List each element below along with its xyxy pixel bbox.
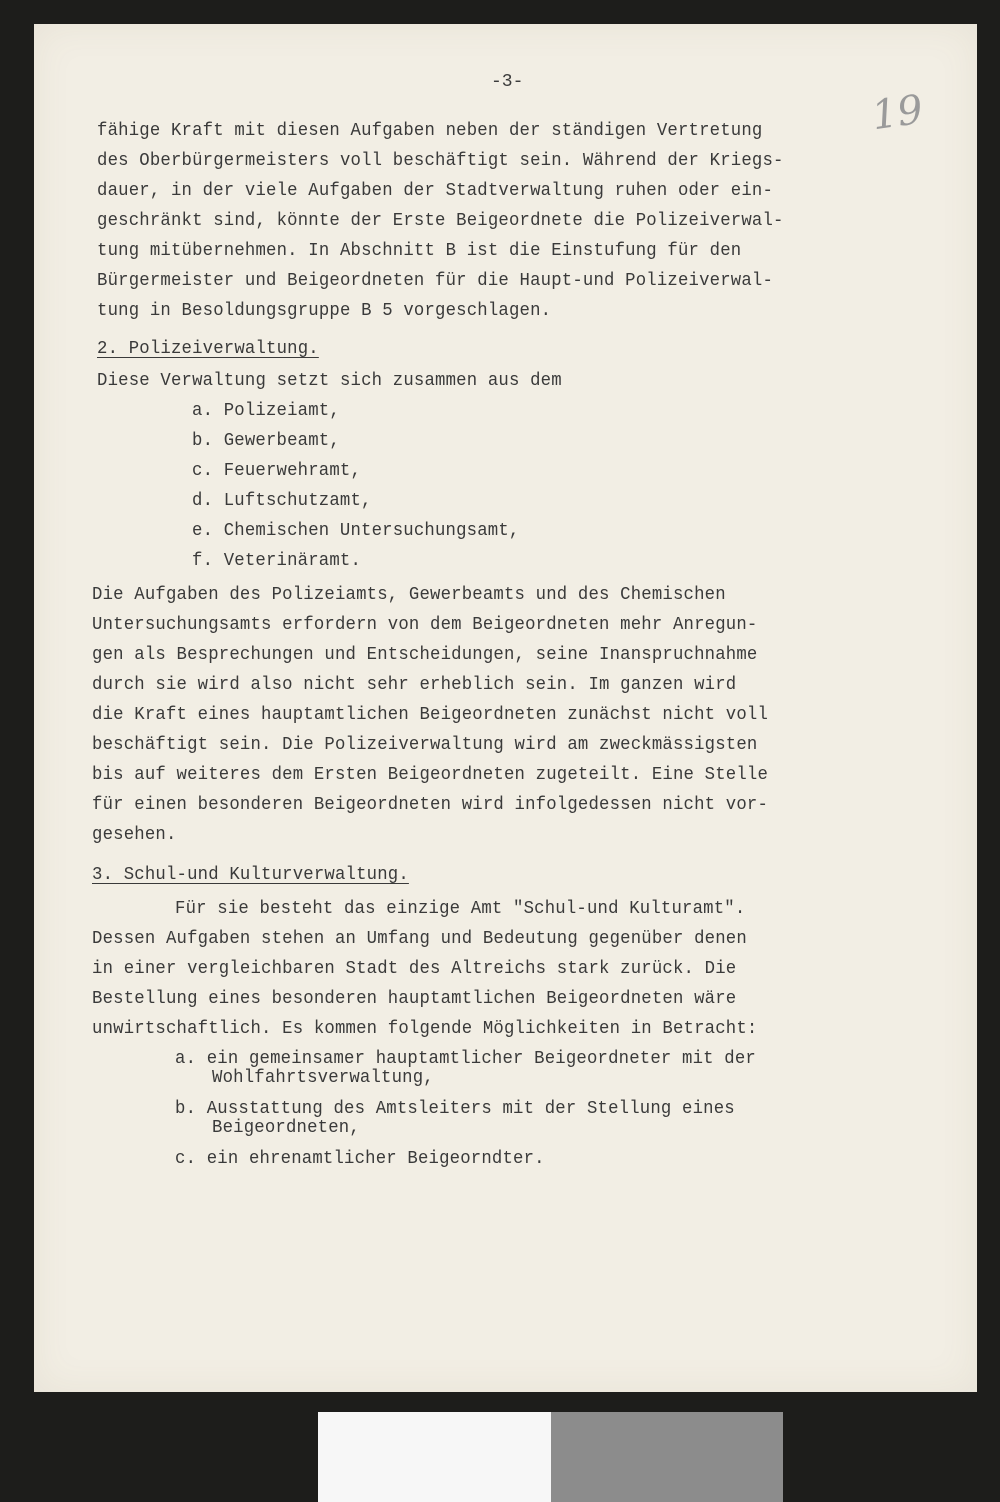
paragraph-line: durch sie wird also nicht sehr erheblich sein. Im ganzen wird: [92, 674, 737, 695]
paragraph-line: Die Aufgaben des Polizeiamts, Gewerbeamts und des Chemischen: [92, 584, 726, 605]
color-calibration-white: [318, 1412, 551, 1502]
paragraph-line: tung mitübernehmen. In Abschnitt B ist die Einstufung für den: [97, 240, 742, 261]
paragraph-line: Untersuchungsamts erfordern von dem Beigeordneten mehr Anregun-: [92, 614, 758, 635]
folio-number: 19: [869, 86, 926, 140]
paragraph-line: Für sie besteht das einzige Amt "Schul-und Kulturamt".: [175, 898, 746, 919]
paragraph-line: Bestellung eines besonderen hauptamtlichen Beigeordneten wäre: [92, 988, 737, 1009]
paragraph-line: für einen besonderen Beigeordneten wird infolgedessen nicht vor-: [92, 794, 769, 815]
list-item: a. Polizeiamt,: [192, 400, 340, 421]
paragraph-line: die Kraft eines hauptamtlichen Beigeordneten zunächst nicht voll: [92, 704, 769, 725]
page-number: -3-: [491, 72, 524, 92]
paragraph-line: gesehen.: [92, 824, 177, 845]
list-item: b. Gewerbeamt,: [192, 430, 340, 451]
list-item: b. Ausstattung des Amtsleiters mit der Stellung eines: [175, 1098, 735, 1119]
paragraph-line: geschränkt sind, könnte der Erste Beigeordnete die Polizeiverwal-: [97, 210, 784, 231]
list-item-continuation: Beigeordneten,: [212, 1117, 360, 1138]
paragraph-line: in einer vergleichbaren Stadt des Altreichs stark zurück. Die: [92, 958, 737, 979]
paragraph-line: Dessen Aufgaben stehen an Umfang und Bedeutung gegenüber denen: [92, 928, 747, 949]
list-item-continuation: Wohlfahrtsverwaltung,: [212, 1067, 434, 1088]
list-item: d. Luftschutzamt,: [192, 490, 372, 511]
section-heading: 3. Schul-und Kulturverwaltung.: [92, 864, 409, 885]
list-item: f. Veterinäramt.: [192, 550, 362, 571]
section-heading: 2. Polizeiverwaltung.: [97, 338, 319, 359]
paragraph-line: beschäftigt sein. Die Polizeiverwaltung wird am zweckmässigsten: [92, 734, 758, 755]
paragraph-line: dauer, in der viele Aufgaben der Stadtverwaltung ruhen oder ein-: [97, 180, 774, 201]
list-item: c. ein ehrenamtlicher Beigeorndter.: [175, 1148, 545, 1169]
list-item: e. Chemischen Untersuchungsamt,: [192, 520, 520, 541]
paragraph-line: bis auf weiteres dem Ersten Beigeordneten zugeteilt. Eine Stelle: [92, 764, 769, 785]
list-item: c. Feuerwehramt,: [192, 460, 362, 481]
paragraph-line: fähige Kraft mit diesen Aufgaben neben der ständigen Vertretung: [97, 120, 763, 141]
paragraph-line: Bürgermeister und Beigeordneten für die Haupt-und Polizeiverwal-: [97, 270, 774, 291]
paragraph-line: gen als Besprechungen und Entscheidungen, seine Inanspruchnahme: [92, 644, 758, 665]
color-calibration-gray: [551, 1412, 783, 1502]
paragraph-line: Diese Verwaltung setzt sich zusammen aus dem: [97, 370, 562, 391]
paragraph-line: tung in Besoldungsgruppe B 5 vorgeschlagen.: [97, 300, 552, 321]
paragraph-line: unwirtschaftlich. Es kommen folgende Möglichkeiten in Betracht:: [92, 1018, 758, 1039]
paragraph-line: des Oberbürgermeisters voll beschäftigt sein. Während der Kriegs-: [97, 150, 784, 171]
list-item: a. ein gemeinsamer hauptamtlicher Beigeordneter mit der: [175, 1048, 756, 1069]
